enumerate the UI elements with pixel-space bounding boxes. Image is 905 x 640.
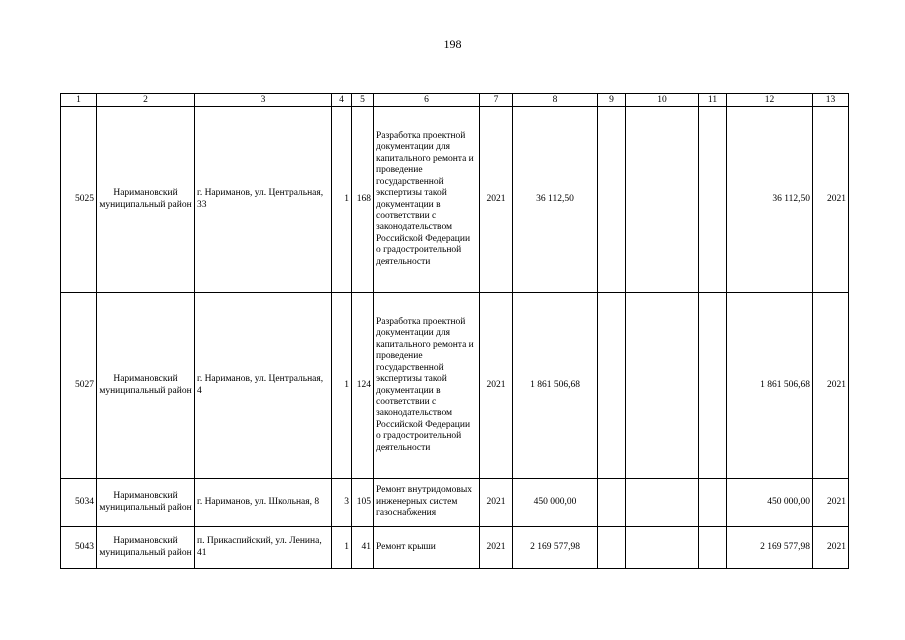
cell-col9	[598, 527, 626, 569]
page-number: 198	[443, 37, 462, 51]
cell-cost: 1 861 506,68	[513, 293, 598, 479]
cell-col5: 41	[352, 527, 374, 569]
cell-address: п. Прикаспийский, ул. Ленина, 41	[195, 527, 332, 569]
cell-id: 5043	[61, 527, 97, 569]
cell-col5: 105	[352, 479, 374, 527]
cell-col12: 1 861 506,68	[727, 293, 813, 479]
column-header: 10	[626, 94, 699, 107]
cell-col10	[626, 293, 699, 479]
cell-address: г. Нариманов, ул. Центральная, 4	[195, 293, 332, 479]
cell-work-type: Разработка проектной документации для капитального ремонта и проведение государственной экспертизы такой документации в соответствии с законодательством Российской Федерации о градостроительной деятельности	[374, 107, 480, 293]
cell-col13: 2021	[813, 479, 849, 527]
cell-year: 2021	[480, 107, 513, 293]
cell-col4: 1	[332, 527, 352, 569]
column-header: 1	[61, 94, 97, 107]
cell-col9	[598, 293, 626, 479]
column-header: 13	[813, 94, 849, 107]
column-header: 11	[699, 94, 727, 107]
cell-col13: 2021	[813, 107, 849, 293]
table-row	[61, 527, 849, 569]
cell-year: 2021	[480, 527, 513, 569]
cell-col4: 3	[332, 479, 352, 527]
cell-id: 5025	[61, 107, 97, 293]
column-number-row	[61, 94, 849, 107]
table-row	[61, 479, 849, 527]
column-header: 9	[598, 94, 626, 107]
cell-work-type: Разработка проектной документации для капитального ремонта и проведение государственной экспертизы такой документации в соответствии с законодательством Российской Федерации о градостроительной деятельности	[374, 293, 480, 479]
cell-cost: 450 000,00	[513, 479, 598, 527]
cell-municipality: Наримановский муниципальный район	[97, 527, 195, 569]
cell-cost: 36 112,50	[513, 107, 598, 293]
cell-year: 2021	[480, 293, 513, 479]
cell-col13: 2021	[813, 293, 849, 479]
cell-col5: 168	[352, 107, 374, 293]
cell-col13: 2021	[813, 527, 849, 569]
cell-col10	[626, 479, 699, 527]
cell-col11	[699, 479, 727, 527]
cell-col12: 36 112,50	[727, 107, 813, 293]
cell-col9	[598, 479, 626, 527]
cell-col11	[699, 293, 727, 479]
cell-work-type: Ремонт внутридомовых инженерных систем газоснабжения	[374, 479, 480, 527]
column-header: 5	[352, 94, 374, 107]
cell-work-type: Ремонт крыши	[374, 527, 480, 569]
cell-address: г. Нариманов, ул. Школьная, 8	[195, 479, 332, 527]
cell-cost: 2 169 577,98	[513, 527, 598, 569]
column-header: 8	[513, 94, 598, 107]
cell-id: 5034	[61, 479, 97, 527]
column-header: 3	[195, 94, 332, 107]
column-header: 6	[374, 94, 480, 107]
table-row	[61, 107, 849, 293]
cell-col9	[598, 107, 626, 293]
cell-col4: 1	[332, 293, 352, 479]
housing-repair-table	[60, 93, 849, 569]
cell-col11	[699, 107, 727, 293]
column-header: 2	[97, 94, 195, 107]
cell-col11	[699, 527, 727, 569]
cell-id: 5027	[61, 293, 97, 479]
cell-municipality: Наримановский муниципальный район	[97, 479, 195, 527]
table-row	[61, 293, 849, 479]
cell-municipality: Наримановский муниципальный район	[97, 293, 195, 479]
cell-address: г. Нариманов, ул. Центральная, 33	[195, 107, 332, 293]
cell-year: 2021	[480, 479, 513, 527]
cell-col4: 1	[332, 107, 352, 293]
cell-municipality: Наримановский муниципальный район	[97, 107, 195, 293]
cell-col12: 450 000,00	[727, 479, 813, 527]
cell-col10	[626, 527, 699, 569]
column-header: 12	[727, 94, 813, 107]
cell-col12: 2 169 577,98	[727, 527, 813, 569]
cell-col10	[626, 107, 699, 293]
column-header: 4	[332, 94, 352, 107]
cell-col5: 124	[352, 293, 374, 479]
column-header: 7	[480, 94, 513, 107]
